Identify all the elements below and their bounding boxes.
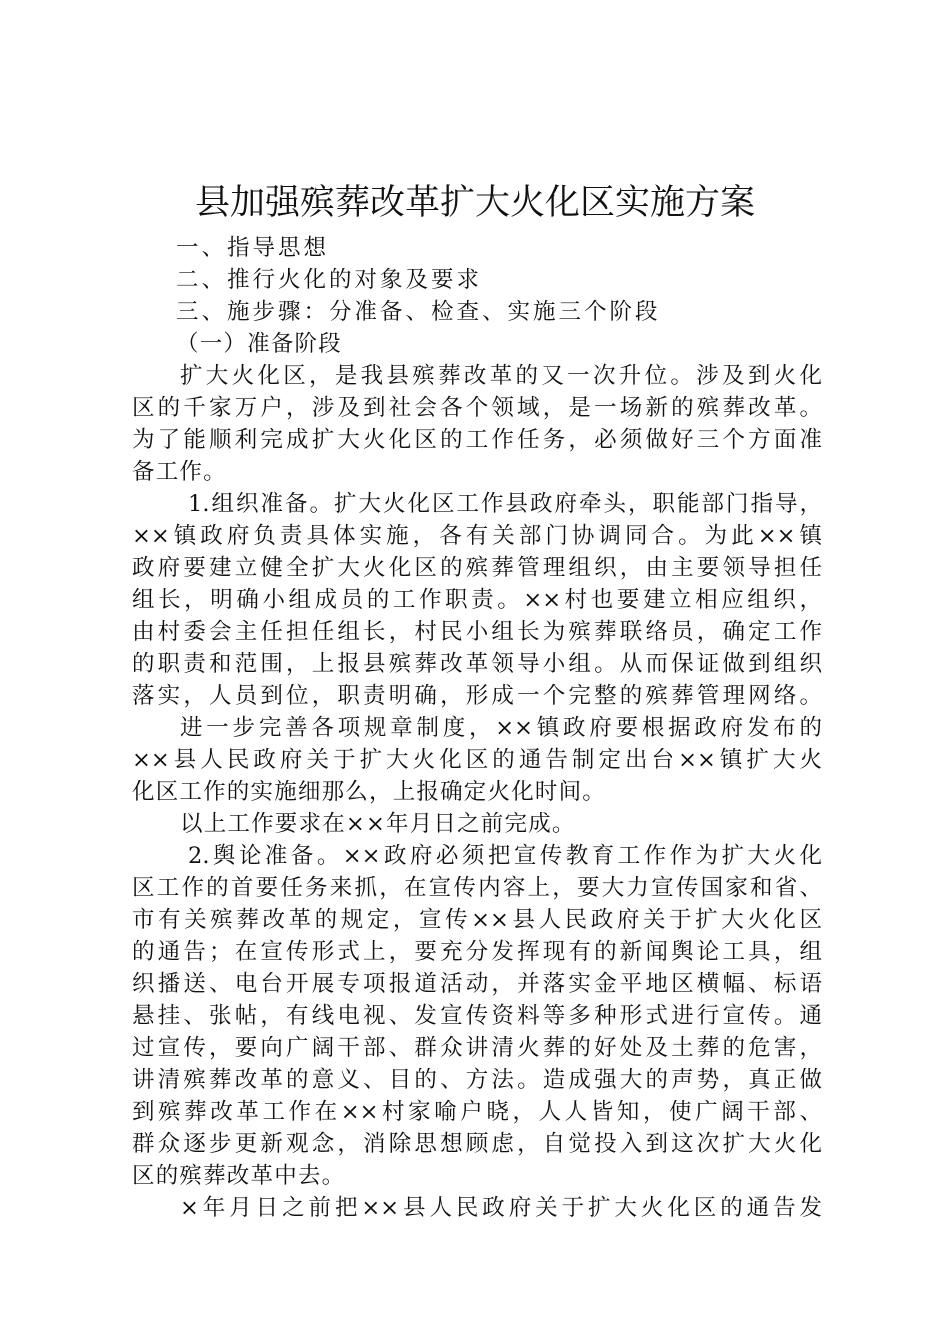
text-line: 化区工作的实施细那么，上报确定火化时间。 xyxy=(132,779,607,805)
text-line: 区的千家万户，涉及到社会各个领域，是一场新的殡葬改革。 xyxy=(132,395,822,421)
text-line: 悬挂、张帖，有线电视、发宣传资料等多种形式进行宣传。通 xyxy=(132,1003,822,1029)
text-line: 1.组织准备。扩大火化区工作县政府牵头，职能部门指导， xyxy=(188,491,822,517)
text-line: 一、指导思想 xyxy=(176,235,330,261)
text-line: 政府要建立健全扩大火化区的殡葬管理组织，由主要领导担任 xyxy=(132,555,822,581)
text-line: 扩大火化区，是我县殡葬改革的又一次升位。涉及到火化 xyxy=(180,363,822,389)
text-line: 进一步完善各项规章制度，××镇政府要根据政府发布的 xyxy=(180,715,822,741)
text-line: 讲清殡葬改革的意义、目的、方法。造成强大的声势，真正做 xyxy=(132,1067,822,1093)
text-line: 过宣传，要向广阔干部、群众讲清火葬的好处及土葬的危害， xyxy=(132,1035,822,1061)
text-line: 由村委会主任担任组长，村民小组长为殡葬联络员，确定工作 xyxy=(132,619,822,645)
text-line: （一）准备阶段 xyxy=(176,331,342,357)
text-line: 二、推行火化的对象及要求 xyxy=(176,267,483,293)
text-line: 以上工作要求在××年月日之前完成。 xyxy=(180,811,576,837)
text-line: ××县人民政府关于扩大火化区的通告制定出台××镇扩大火 xyxy=(132,747,822,773)
text-line: 备工作。 xyxy=(132,459,227,485)
text-line: 群众逐步更新观念，消除思想顾虑，自觉投入到这次扩大火化 xyxy=(132,1131,822,1157)
text-line: 三、施步骤：分准备、检查、实施三个阶段 xyxy=(176,299,661,325)
text-line: 组长，明确小组成员的工作职责。××村也要建立相应组织， xyxy=(132,587,822,613)
text-line: ××镇政府负责具体实施，各有关部门协调同合。为此××镇 xyxy=(132,523,822,549)
text-line: 的通告；在宣传形式上，要充分发挥现有的新闻舆论工具，组 xyxy=(132,939,822,965)
text-line: 市有关殡葬改革的规定，宣传××县人民政府关于扩大火化区 xyxy=(132,907,822,933)
text-line: 为了能顺利完成扩大火化区的工作任务，必须做好三个方面准 xyxy=(132,427,822,453)
text-line: 的职责和范围，上报县殡葬改革领导小组。从而保证做到组织 xyxy=(132,651,822,677)
text-line: 2.舆论准备。××政府必须把宣传教育工作作为扩大火化 xyxy=(188,843,822,869)
text-line: 织播送、电台开展专项报道活动，并落实金平地区横幅、标语 xyxy=(132,971,822,997)
text-line: 到殡葬改革工作在××村家喻户晓，人人皆知，使广阔干部、 xyxy=(132,1099,822,1125)
text-line: 落实，人员到位，职责明确，形成一个完整的殡葬管理网络。 xyxy=(132,683,822,709)
document-body xyxy=(132,232,822,1224)
document-title: 县加强殡葬改革扩大火化区实施方案 xyxy=(194,183,755,223)
text-line: ×年月日之前把××县人民政府关于扩大火化区的通告发 xyxy=(180,1195,822,1221)
text-line: 区的殡葬改革中去。 xyxy=(132,1163,346,1189)
text-line: 区工作的首要任务来抓，在宣传内容上，要大力宣传国家和省、 xyxy=(132,875,822,901)
